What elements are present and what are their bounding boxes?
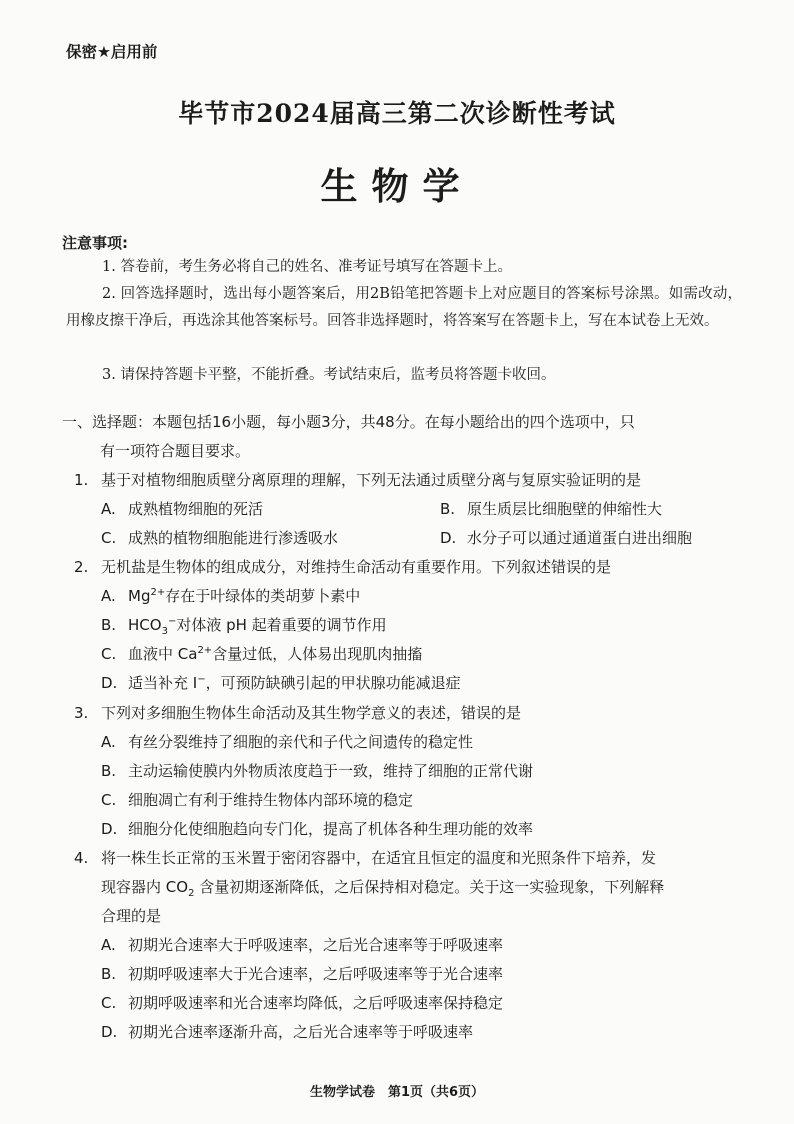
note-item-1: 1. 答卷前，考生务必将自己的姓名、准考证号填写在答题卡上。	[102, 259, 512, 275]
q1-option-d	[440, 524, 692, 553]
q3-option-c	[101, 786, 413, 815]
question-text-line-1: 将一株生长正常的玉米置于密闭容器中，在适宜且恒定的温度和光照条件下培养，发	[101, 849, 657, 867]
q3-option-a	[101, 728, 473, 757]
option-label: B.	[101, 965, 117, 983]
subscript: 3	[161, 626, 168, 637]
option-label: C.	[101, 529, 117, 547]
option-text-post: 对体液 pH 起着重要的调节作用	[176, 616, 387, 634]
q2-option-d	[101, 669, 461, 698]
option-text: 细胞凋亡有利于维持生物体内部环境的稳定	[128, 791, 414, 809]
option-text-pre: HCO	[128, 616, 162, 634]
question-number: 4.	[74, 849, 89, 867]
page-footer: 生物学试卷 第1页（共6页）	[309, 1085, 485, 1100]
option-text: 初期呼吸速率大于光合速率，之后呼吸速率等于光合速率	[128, 965, 504, 983]
section-line-2: 有一项符合题目要求。	[100, 442, 251, 460]
q1-option-c	[101, 524, 338, 553]
option-text: 细胞分化使细胞趋向专门化，提高了机体各种生理功能的效率	[128, 820, 534, 838]
option-label: C.	[101, 791, 117, 809]
option-label: D.	[440, 529, 457, 547]
option-text: 主动运输使膜内外物质浓度趋于一致，维持了细胞的正常代谢	[128, 762, 534, 780]
option-label: A.	[101, 733, 116, 751]
exam-title: 毕节市2024届高三第二次诊断性考试	[178, 99, 616, 128]
question-text-line-2-pre: 现容器内 CO	[101, 878, 189, 896]
superscript: −	[197, 674, 206, 685]
q2-option-a	[101, 582, 360, 611]
question-text-line-2-post: 含量初期逐渐降低，之后保持相对稳定。关于这一实验现象，下列解释	[194, 878, 665, 896]
question-number: 1.	[74, 471, 89, 489]
option-text: 原生质层比细胞壁的伸缩性大	[467, 500, 663, 518]
option-label: A.	[101, 936, 116, 954]
option-label: A.	[101, 587, 116, 605]
question-3	[74, 699, 746, 728]
question-text: 基于对植物细胞质壁分离原理的理解，下列无法通过质壁分离与复原实验证明的是	[101, 471, 642, 489]
question-text: 下列对多细胞生物体生命活动及其生物学意义的表述，错误的是	[101, 704, 522, 722]
option-text: 水分子可以通过通道蛋白进出细胞	[467, 529, 693, 547]
note-item-2: 2. 回答选择题时，选出每小题答案后，用2B铅笔把答题卡上对应题目的答案标号涂黑。如需改动，用橡皮擦干净后，再选涂其他答案标号。回答非选择题时，将答案写在答题卡上，写在本试卷上无效。	[66, 286, 742, 329]
q1-option-b	[440, 495, 662, 524]
q4-option-c	[101, 989, 503, 1018]
option-label: D.	[101, 1023, 118, 1041]
q2-option-b	[101, 611, 387, 640]
option-label: D.	[101, 674, 118, 692]
option-label: B.	[101, 762, 117, 780]
question-text-line-3: 合理的是	[101, 907, 162, 925]
q3-option-d	[101, 815, 533, 844]
option-label: B.	[440, 500, 456, 518]
option-label: B.	[101, 616, 117, 634]
q4-option-b	[101, 960, 503, 989]
option-text-pre: 适当补充 I	[128, 674, 198, 692]
option-label: D.	[101, 820, 118, 838]
option-text-post: 含量过低，人体易出现肌肉抽搐	[212, 645, 423, 663]
q4-option-a	[101, 931, 503, 960]
notes-heading: 注意事项:	[62, 234, 128, 252]
superscript: 2+	[150, 587, 166, 598]
q1-option-a	[101, 495, 263, 524]
section-line-1: 一、选择题：本题包括16小题，每小题3分，共48分。在每小题给出的四个选项中，只	[62, 413, 635, 431]
confidential-label: 保密★启用前	[66, 43, 158, 61]
superscript: −	[167, 616, 177, 627]
question-number: 3.	[74, 704, 89, 722]
question-4	[74, 844, 746, 931]
option-text-pre: 血液中 Ca	[128, 645, 198, 663]
option-label: A.	[101, 500, 116, 518]
option-text: 成熟的植物细胞能进行渗透吸水	[128, 529, 339, 547]
option-text: 成熟植物细胞的死活	[128, 500, 264, 518]
option-text: 有丝分裂维持了细胞的亲代和子代之间遗传的稳定性	[128, 733, 474, 751]
option-text-post: ，可预防缺碘引起的甲状腺功能减退症	[205, 674, 461, 692]
q3-option-b	[101, 757, 533, 786]
note-item-3: 3. 请保持答题卡平整，不能折叠。考试结束后，监考员将答题卡收回。	[102, 367, 556, 383]
option-label: C.	[101, 994, 117, 1012]
option-text-post: 存在于叶绿体的类胡萝卜素中	[165, 587, 361, 605]
q2-option-c	[101, 640, 422, 669]
option-text: 初期光合速率大于呼吸速率，之后光合速率等于呼吸速率	[128, 936, 504, 954]
subject-title: 生物学	[320, 164, 474, 208]
subscript: 2	[188, 888, 195, 899]
question-number: 2.	[74, 558, 89, 576]
option-text: 初期呼吸速率和光合速率均降低，之后呼吸速率保持稳定	[128, 994, 504, 1012]
question-text: 无机盐是生物体的组成成分，对维持生命活动有重要作用。下列叙述错误的是	[101, 558, 612, 576]
option-text: 初期光合速率逐渐升高，之后光合速率等于呼吸速率	[128, 1023, 474, 1041]
question-2	[74, 553, 746, 582]
superscript: 2+	[197, 645, 213, 656]
section-heading	[62, 408, 744, 466]
question-1	[74, 466, 746, 495]
option-text-pre: Mg	[128, 587, 151, 605]
q4-option-d	[101, 1018, 473, 1047]
option-label: C.	[101, 645, 117, 663]
